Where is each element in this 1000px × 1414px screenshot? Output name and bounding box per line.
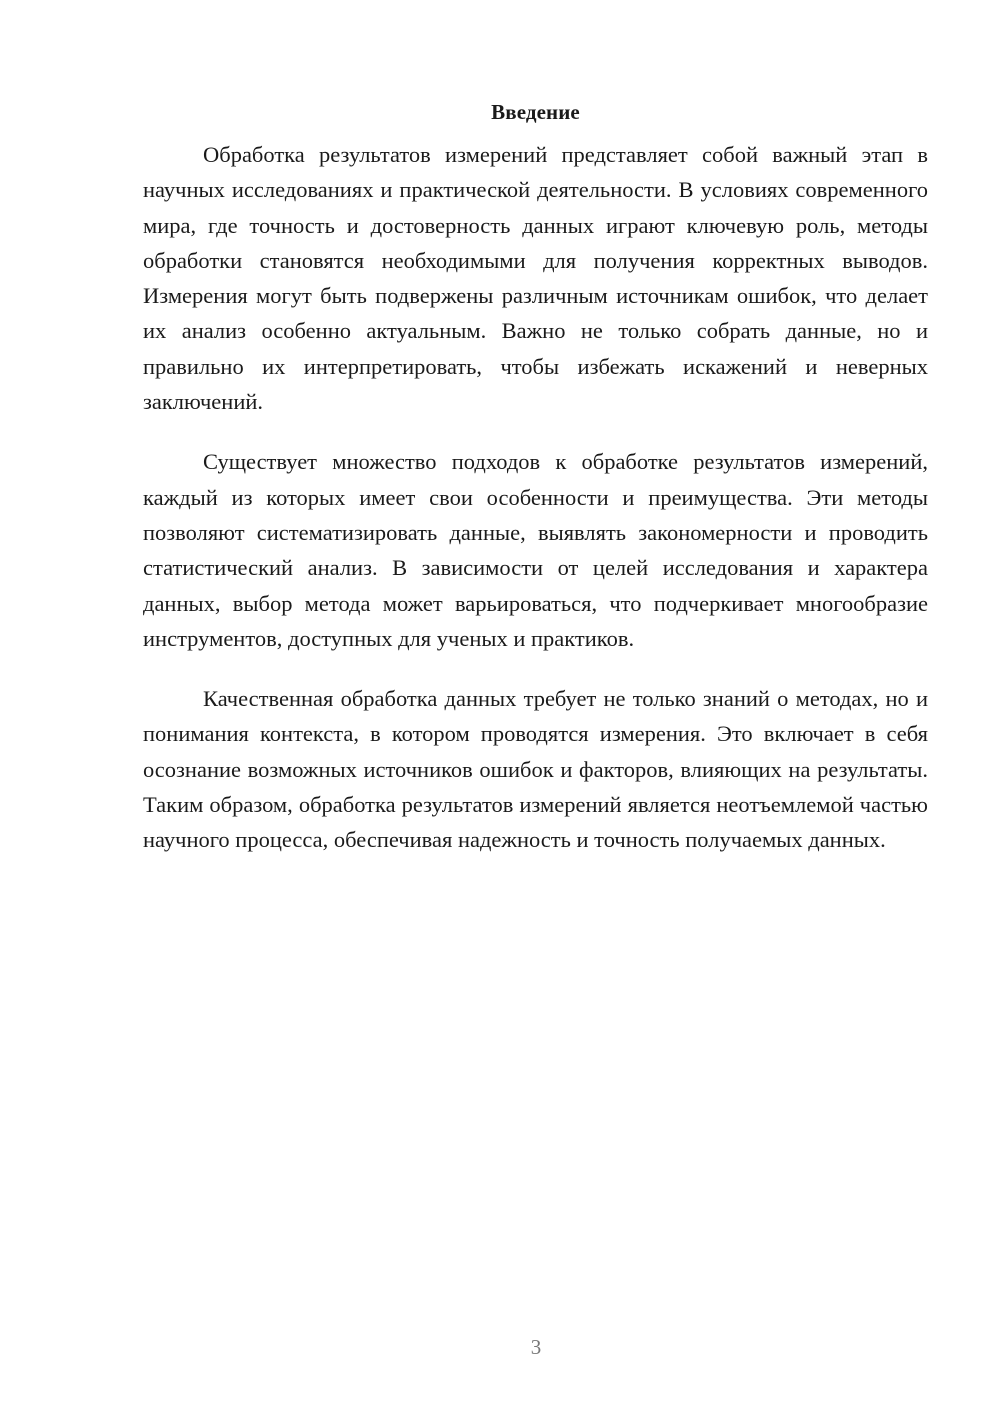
- section-title: Введение: [491, 100, 580, 124]
- page-content: [143, 97, 928, 883]
- paragraph-3: Качественная обработка данных требует не только знаний о методах, но и понимания контекста, в котором проводятся измерения. Это включает в себя осознание возможных источников ошибок и факторов, влияющих на результаты. Таким образом, обработка результатов измерений является неотъемлемой частью научного процесса, обеспечивая надежность и точность получаемых данных.: [143, 686, 928, 853]
- page-number: 3: [530, 1335, 542, 1359]
- paragraph-1: Обработка результатов измерений представляет собой важный этап в научных исследованиях и практической деятельности. В условиях современного мира, где точность и достоверность данных играют ключевую роль, методы обработки становятся необходимыми для получения корректных выводов. Измерения могут быть подвержены различным источникам ошибок, что делает их анализ особенно актуальным. Важно не только собрать данные, но и правильно их интерпретировать, чтобы избежать искажений и неверных заключений.: [143, 142, 928, 415]
- paragraph-2: Существует множество подходов к обработке результатов измерений, каждый из которых имеет свои особенности и преимущества. Эти методы позволяют систематизировать данные, выявлять закономерности и проводить статистический анализ. В зависимости от целей исследования и характера данных, выбор метода может варьироваться, что подчеркивает многообразие инструментов, доступных для ученых и практиков.: [143, 449, 928, 651]
